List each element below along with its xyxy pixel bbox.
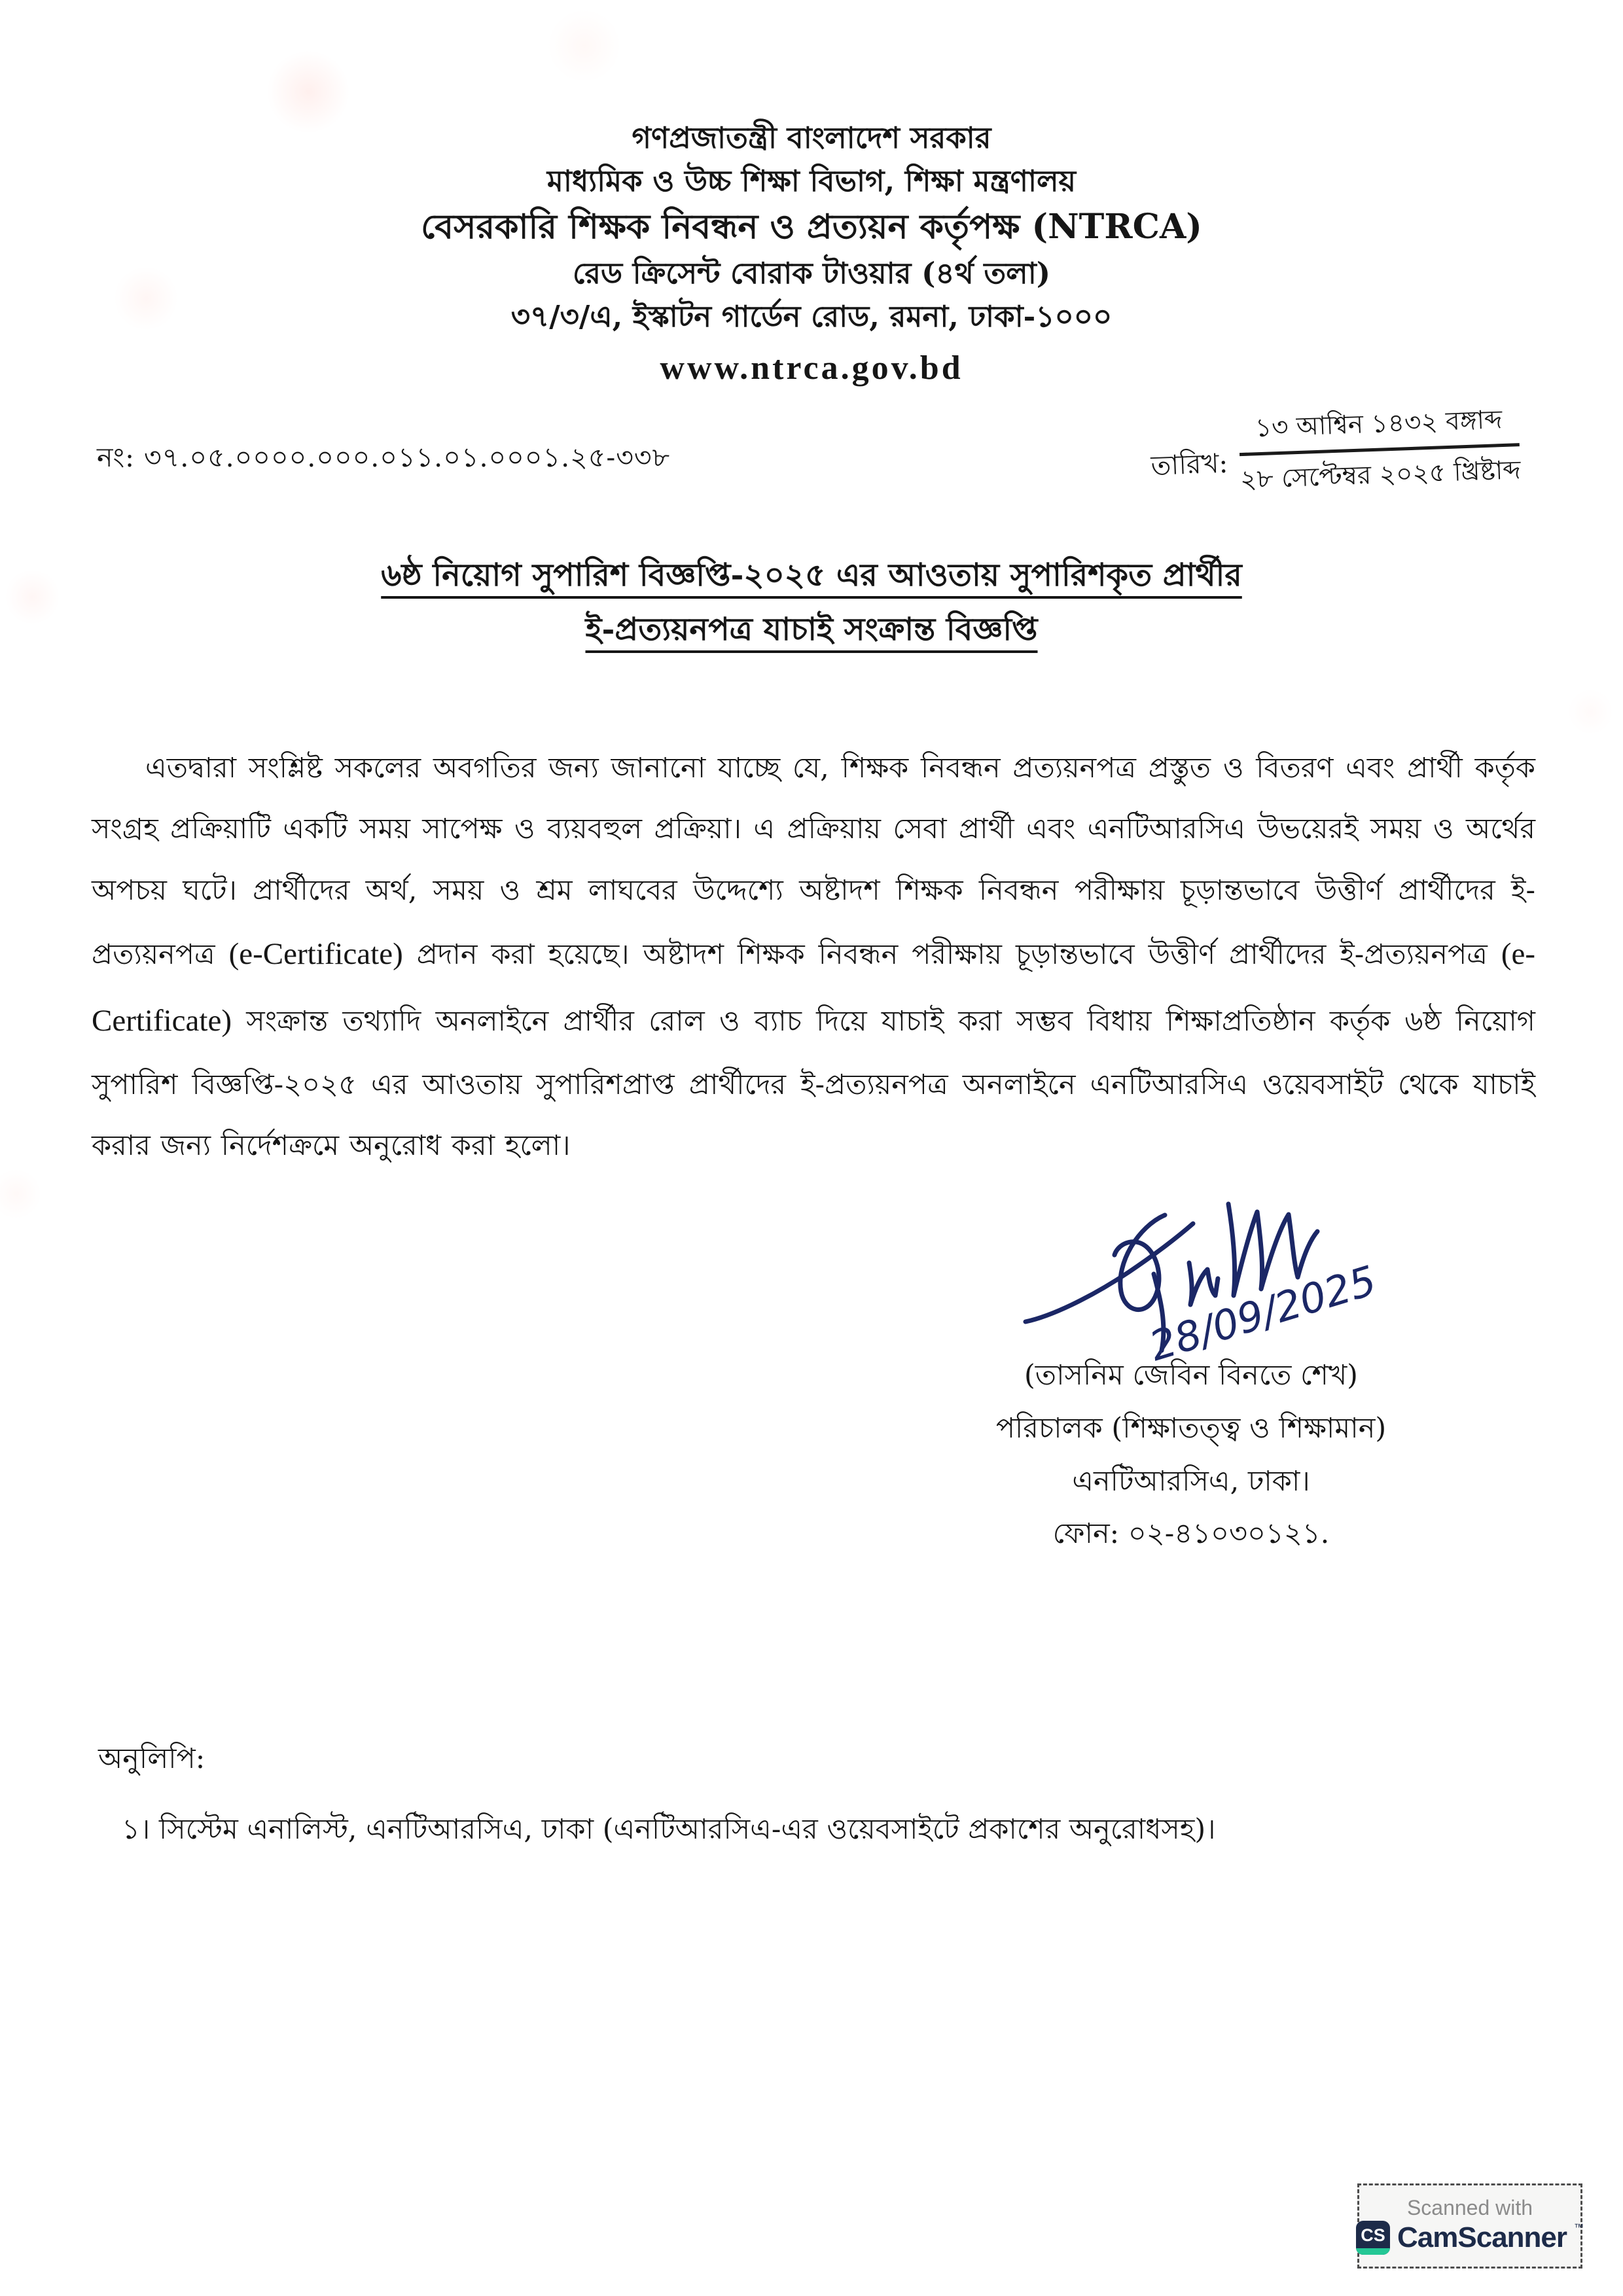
camscanner-logo-icon (1356, 2221, 1390, 2255)
letterhead-address: ৩৭/৩/এ, ইস্কাটন গার্ডেন রোড, রমনা, ঢাকা-১০০০ (510, 298, 1113, 334)
signatory-block (929, 1349, 1453, 1561)
copies-label: অনুলিপি: (98, 1742, 205, 1775)
camscanner-badge (1357, 2183, 1582, 2269)
signatory-name: (তাসনিম জেবিন বিনতে শেখ) (1024, 1359, 1358, 1392)
letterhead-authority: বেসরকারি শিক্ষক নিবন্ধন ও প্রত্যয়ন কর্তৃপক্ষ (NTRCA) (421, 207, 1202, 247)
date-label: তারিখ: (1150, 447, 1228, 482)
date-bangla: ১৩ আশ্বিন ১৪৩২ বঙ্গাব্দ (1238, 400, 1520, 455)
notice-title-line2: ই-প্রত্যয়নপত্র যাচাই সংক্রান্ত বিজ্ঞপ্তি (585, 610, 1038, 648)
signatory-designation: পরিচালক (শিক্ষাতত্ত্ব ও শিক্ষামান) (995, 1411, 1387, 1445)
camscanner-brand-row (1356, 2221, 1584, 2255)
signatory-phone: ফোন: ০২-৪১০৩০১২১. (1052, 1517, 1330, 1551)
letterhead-government: গণপ্রজাতন্ত্রী বাংলাদেশ সরকার (632, 120, 991, 155)
letterhead (0, 116, 1623, 393)
signatory-office: এনটিআরসিএ, ঢাকা। (1072, 1464, 1310, 1498)
camscanner-logo-teal-bar (1356, 2248, 1390, 2255)
copies-item-1: ১। সিস্টেম এনালিস্ট, এনটিআরসিএ, ঢাকা (এনটিআরসিএ-এর ওয়েবসাইটে প্রকাশের অনুরোধসহ)। (122, 1813, 1216, 1846)
body-paragraph: এতদ্বারা সংশ্লিষ্ট সকলের অবগতির জন্য জানানো যাচ্ছে যে, শিক্ষক নিবন্ধন প্রত্যয়নপত্র প্রস্তুত ও বিতরণ এবং প্রার্থী কর্তৃক সংগ্রহ প্রক্রিয়াটি একটি সময় সাপেক্ষ ও ব্যয়বহুল প্রক্রিয়া। এ প্রক্রিয়ায় সেবা প্রার্থী এবং এনটিআরসিএ উভয়েরই সময় ও অর্থের অপচয় ঘটে। প্রার্থীদের অর্থ, সময় ও শ্রম লাঘবের উদ্দেশ্যে অষ্টাদশ শিক্ষক নিবন্ধন পরীক্ষায় চূড়ান্তভাবে উত্তীর্ণ প্রার্থীদের ই-প্রত্যয়নপত্র (e-Certificate) প্রদান করা হয়েছে। অষ্টাদশ শিক্ষক নিবন্ধন পরীক্ষায় চূড়ান্তভাবে উত্তীর্ণ প্রার্থীদের ই-প্রত্যয়নপত্র (e-Certificate) সংক্রান্ত তথ্যাদি অনলাইনে প্রার্থীর রোল ও ব্যাচ দিয়ে যাচাই করা সম্ভব বিধায় শিক্ষাপ্রতিষ্ঠান কর্তৃক ৬ষ্ঠ নিয়োগ সুপারিশ বিজ্ঞপ্তি-২০২৫ এর আওতায় সুপারিশপ্রাপ্ত প্রার্থীদের ই-প্রত্যয়নপত্র অনলাইনে এনটিআরসিএ ওয়েবসাইট থেকে যাচাই করার জন্য নির্দেশক্রমে অনুরোধ করা হলো। (92, 752, 1536, 1163)
letterhead-website: www.ntrca.gov.bd (660, 349, 963, 387)
notice-title (0, 548, 1623, 656)
memo-number-value: ৩৭.০৫.০০০০.০০০.০১১.০১.০০০১.২৫-৩৩৮ (143, 442, 671, 473)
letterhead-building: রেড ক্রিসেন্ট বোরাক টাওয়ার (৪র্থ তলা) (572, 256, 1051, 291)
camscanner-brand-name: CamScanner (1397, 2221, 1567, 2253)
scanned-with-text: Scanned with (1406, 2196, 1533, 2219)
memo-number (97, 442, 670, 473)
date-values (1238, 400, 1521, 499)
camscanner-logo-letters: CS (1361, 2225, 1385, 2245)
date-gregorian: ২৮ সেপ্টেম্বর ২০২৫ খ্রিষ্টাব্দ (1239, 455, 1521, 495)
memo-row (97, 405, 1525, 495)
notice-title-line1: ৬ষ্ঠ নিয়োগ সুপারিশ বিজ্ঞপ্তি-২০২৫ এর আওতায় সুপারিশকৃত প্রার্থীর (381, 557, 1242, 593)
letterhead-division: মাধ্যমিক ও উচ্চ শিক্ষা বিভাগ, শিক্ষা মন্ত্রণালয় (546, 163, 1077, 198)
camscanner-trademark-symbol: ™ (1574, 2222, 1584, 2233)
memo-number-label: নং: (97, 442, 135, 473)
signature-handwritten-date: 28/09/2025 (1144, 1256, 1382, 1371)
date-block (1149, 400, 1521, 503)
